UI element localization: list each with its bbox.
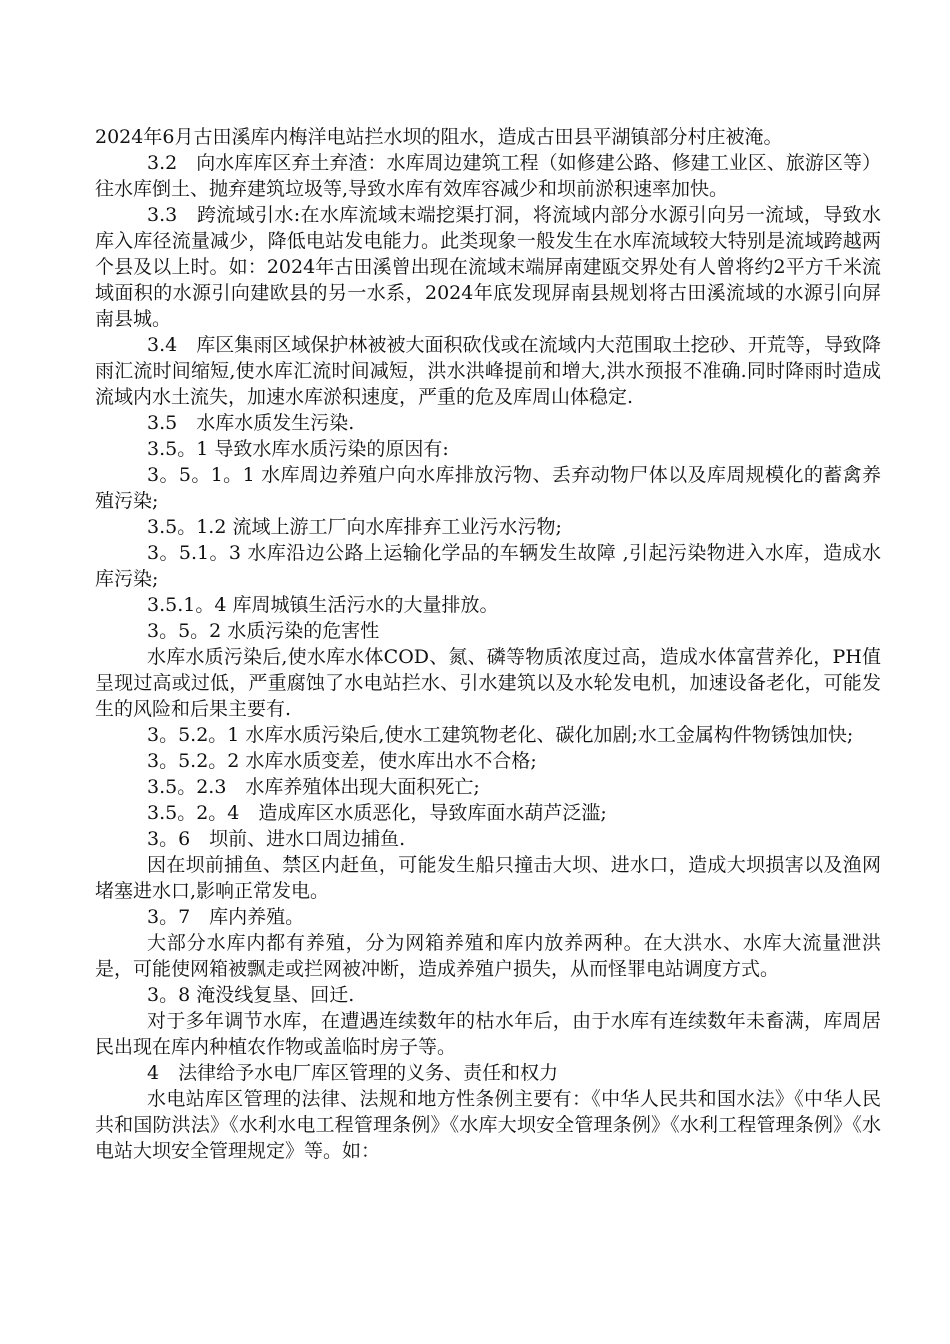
paragraph: 3.4 库区集雨区域保护林被被大面积砍伐或在流域内大范围取土挖砂、开荒等，导致降雨汇流时间缩短,使水库汇流时间减短，洪水洪峰提前和增大,洪水预报不准确.同时降雨时造成流域内水土流失，加速水库淤积速度，严重的危及库周山体稳定. xyxy=(95,334,881,408)
paragraph: 水电站库区管理的法律、法规和地方性条例主要有：《中华人民共和国水法》《中华人民共和国防洪法》《水利水电工程管理条例》《水库大坝安全管理条例》《水利工程管理条例》《水电站大坝安全管理规定》等。如： xyxy=(95,1088,881,1162)
paragraph: 3。5。1。1 水库周边养殖户向水库排放污物、丢弃动物尸体以及库周规模化的蓄禽养殖污染; xyxy=(95,464,881,512)
paragraph: 3.5 水库水质发生污染. xyxy=(147,412,355,434)
paragraph: 3。5。2 水质污染的危害性 xyxy=(147,620,380,642)
paragraph: 3。5.2。2 水库水质变差，使水库出水不合格; xyxy=(147,750,537,772)
paragraph: 2024年6月古田溪库内梅洋电站拦水坝的阻水，造成古田县平湖镇部分村庄被淹。 xyxy=(95,126,783,148)
paragraph: 3.5。2。4 造成库区水质恶化，导致库面水葫芦泛滥; xyxy=(147,802,607,824)
paragraph: 水库水质污染后,使水库水体COD、氮、磷等物质浓度过高，造成水体富营养化，PH值呈现过高或过低，严重腐蚀了水电站拦水、引水建筑以及水轮发电机，加速设备老化，可能发生的风险和后果主要有. xyxy=(95,646,881,720)
paragraph: 大部分水库内都有养殖，分为网箱养殖和库内放养两种。在大洪水、水库大流量泄洪是，可能使网箱被飘走或拦网被冲断，造成养殖户损失，从而怪罪电站调度方式。 xyxy=(95,932,881,980)
paragraph: 4 法律给予水电厂库区管理的义务、责任和权力 xyxy=(147,1062,559,1084)
paragraph: 3.5。1.2 流域上游工厂向水库排弃工业污水污物; xyxy=(147,516,562,538)
paragraph: 3.5。2.3 水库养殖体出现大面积死亡; xyxy=(147,776,480,798)
paragraph: 3.5.1。4 库周城镇生活污水的大量排放。 xyxy=(147,594,499,616)
paragraph: 3.5。1 导致水库水质污染的原因有: xyxy=(147,438,449,460)
paragraph: 3。5.2。1 水库水质污染后,使水工建筑物老化、碳化加剧;水工金属构件物锈蚀加快; xyxy=(147,724,854,746)
paragraph: 3.3 跨流域引水:在水库流域末端挖渠打洞，将流域内部分水源引向另一流域，导致水库入库径流量减少，降低电站发电能力。此类现象一般发生在水库流域较大特别是流域跨越两个县及以上时。如：2024年古田溪曾出现在流域末端屏南建瓯交界处有人曾将约2平方千米流域面积的水源引向建欧县的另一水系，2024年底发现屏南县规划将古田溪流域的水源引向屏南县城。 xyxy=(95,204,881,330)
paragraph: 3。7 库内养殖。 xyxy=(147,906,305,928)
paragraph: 3。5.1。3 水库沿边公路上运输化学品的车辆发生故障 ,引起污染物进入水库，造成水库污染; xyxy=(95,542,881,590)
paragraph: 对于多年调节水库，在遭遇连续数年的枯水年后，由于水库有连续数年未畜满，库周居民出现在库内种植农作物或盖临时房子等。 xyxy=(95,1010,881,1058)
paragraph: 3。8 淹没线复垦、回迁. xyxy=(147,984,355,1006)
paragraph: 因在坝前捕鱼、禁区内赶鱼，可能发生船只撞击大坝、进水口，造成大坝损害以及渔网堵塞进水口,影响正常发电。 xyxy=(95,854,881,902)
paragraph: 3.2 向水库库区弃土弃渣：水库周边建筑工程（如修建公路、修建工业区、旅游区等）往水库倒土、抛弃建筑垃圾等,导致水库有效库容减少和坝前淤积速率加快。 xyxy=(95,152,881,200)
paragraph: 3。6 坝前、进水口周边捕鱼. xyxy=(147,828,406,850)
document-body xyxy=(95,124,881,1164)
